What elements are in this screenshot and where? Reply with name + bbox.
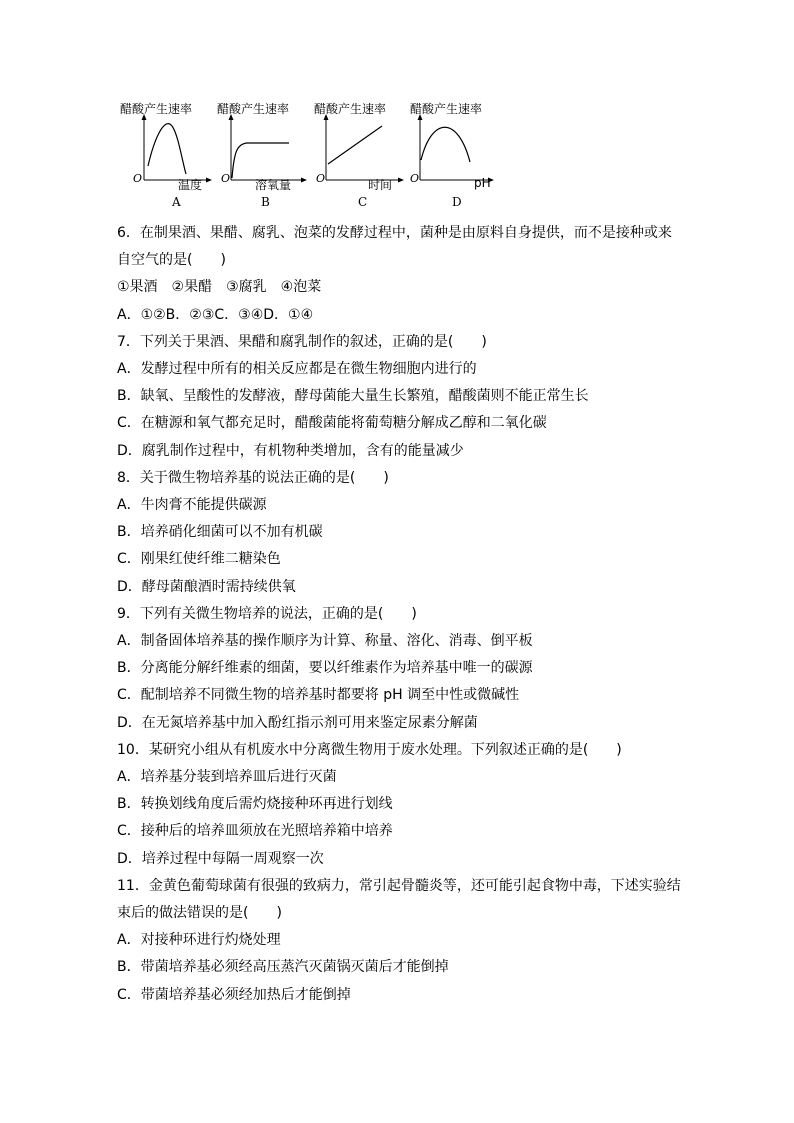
- graph-c: [314, 100, 406, 212]
- graph-b-title: 醋酸产生速率: [217, 102, 290, 116]
- text-line: A．制备固体培养基的操作顺序为计算、称量、溶化、消毒、倒平板: [117, 633, 533, 650]
- graph-b-origin: O: [221, 172, 231, 185]
- rate-graphs: [120, 100, 500, 212]
- text-line: A．①②B．②③C．③④D．①④: [117, 306, 314, 323]
- text-line: C．在糖源和氧气都充足时，醋酸菌能将葡萄糖分解成乙醇和二氧化碳: [117, 415, 547, 432]
- graph-d: [410, 100, 502, 212]
- graph-a-curve: [148, 124, 186, 174]
- graph-a-origin: O: [133, 172, 143, 185]
- text-line: ①果酒 ②果醋 ③腐乳 ④泡菜: [117, 279, 322, 296]
- text-line: D．腐乳制作过程中，有机物种类增加，含有的能量减少: [117, 442, 464, 459]
- graph-a-title: 醋酸产生速率: [120, 102, 193, 116]
- question-text: [117, 220, 687, 1009]
- graph-c-curve: [328, 126, 382, 164]
- graph-d-origin: O: [410, 172, 420, 185]
- graph-c-letter: C: [358, 195, 368, 209]
- text-line: 10．某研究小组从有机废水中分离微生物用于废水处理。下列叙述正确的是( ): [117, 741, 622, 758]
- text-line: 自空气的是( ): [117, 252, 226, 269]
- graph-a-letter: A: [172, 195, 181, 209]
- text-line: 束后的做法错误的是( ): [117, 905, 282, 922]
- graph-c-title: 醋酸产生速率: [314, 102, 387, 116]
- graph-d-xlabel: pH: [474, 176, 491, 190]
- text-line: B．分离能分解纤维素的细菌，要以纤维素作为培养基中唯一的碳源: [117, 660, 533, 677]
- text-line: D．酵母菌酿酒时需持续供氧: [117, 578, 296, 595]
- text-line: 6．在制果酒、果醋、腐乳、泡菜的发酵过程中，菌种是由原料自身提供，而不是接种或来: [117, 225, 672, 241]
- text-line: C．刚果红使纤维二糖染色: [117, 551, 281, 568]
- text-line: C．接种后的培养皿须放在光照培养箱中培养: [117, 823, 393, 840]
- graph-b-xlabel: 溶氧量: [255, 178, 292, 192]
- text-line: A．对接种环进行灼烧处理: [117, 932, 281, 949]
- graph-b-letter: B: [261, 195, 270, 209]
- graph-b-curve: [232, 143, 289, 178]
- text-line: 8．关于微生物培养基的说法正确的是( ): [117, 469, 389, 486]
- text-line: D．在无氮培养基中加入酚红指示剂可用来鉴定尿素分解菌: [117, 714, 478, 731]
- text-line: 11．金黄色葡萄球菌有很强的致病力，常引起骨髓炎等，还可能引起食物中毒，下述实验结: [117, 877, 681, 894]
- graph-d-title: 醋酸产生速率: [410, 102, 483, 116]
- text-line: B．缺氧、呈酸性的发酵液，酵母菌能大量生长繁殖，醋酸菌则不能正常生长: [117, 388, 589, 405]
- text-line: 9．下列有关微生物培养的说法，正确的是( ): [117, 605, 417, 622]
- graph-d-letter: D: [452, 195, 462, 209]
- text-line: A．发酵过程中所有的相关反应都是在微生物细胞内进行的: [117, 361, 477, 378]
- text-line: 7．下列关于果酒、果醋和腐乳制作的叙述，正确的是( ): [117, 333, 487, 350]
- graph-d-curve: [421, 127, 470, 162]
- text-line: B．培养硝化细菌可以不加有机碳: [117, 524, 323, 541]
- text-line: A．培养基分装到培养皿后进行灭菌: [117, 769, 337, 786]
- graph-b: [217, 100, 309, 212]
- graph-c-xlabel: 时间: [368, 178, 393, 192]
- text-line: B．带菌培养基必须经高压蒸汽灭菌锅灭菌后才能倒掉: [117, 959, 449, 976]
- text-line: B．转换划线角度后需灼烧接种环再进行划线: [117, 796, 393, 813]
- graph-a-xlabel: 温度: [178, 178, 203, 192]
- graph-a: [120, 100, 212, 212]
- text-line: C．带菌培养基必须经加热后才能倒掉: [117, 986, 351, 1003]
- text-line: D．培养过程中每隔一周观察一次: [117, 850, 324, 867]
- text-line: A．牛肉膏不能提供碳源: [117, 497, 267, 514]
- text-line: C．配制培养不同微生物的培养基时都要将 pH 调至中性或微碱性: [117, 687, 520, 704]
- graph-c-origin: O: [316, 172, 326, 185]
